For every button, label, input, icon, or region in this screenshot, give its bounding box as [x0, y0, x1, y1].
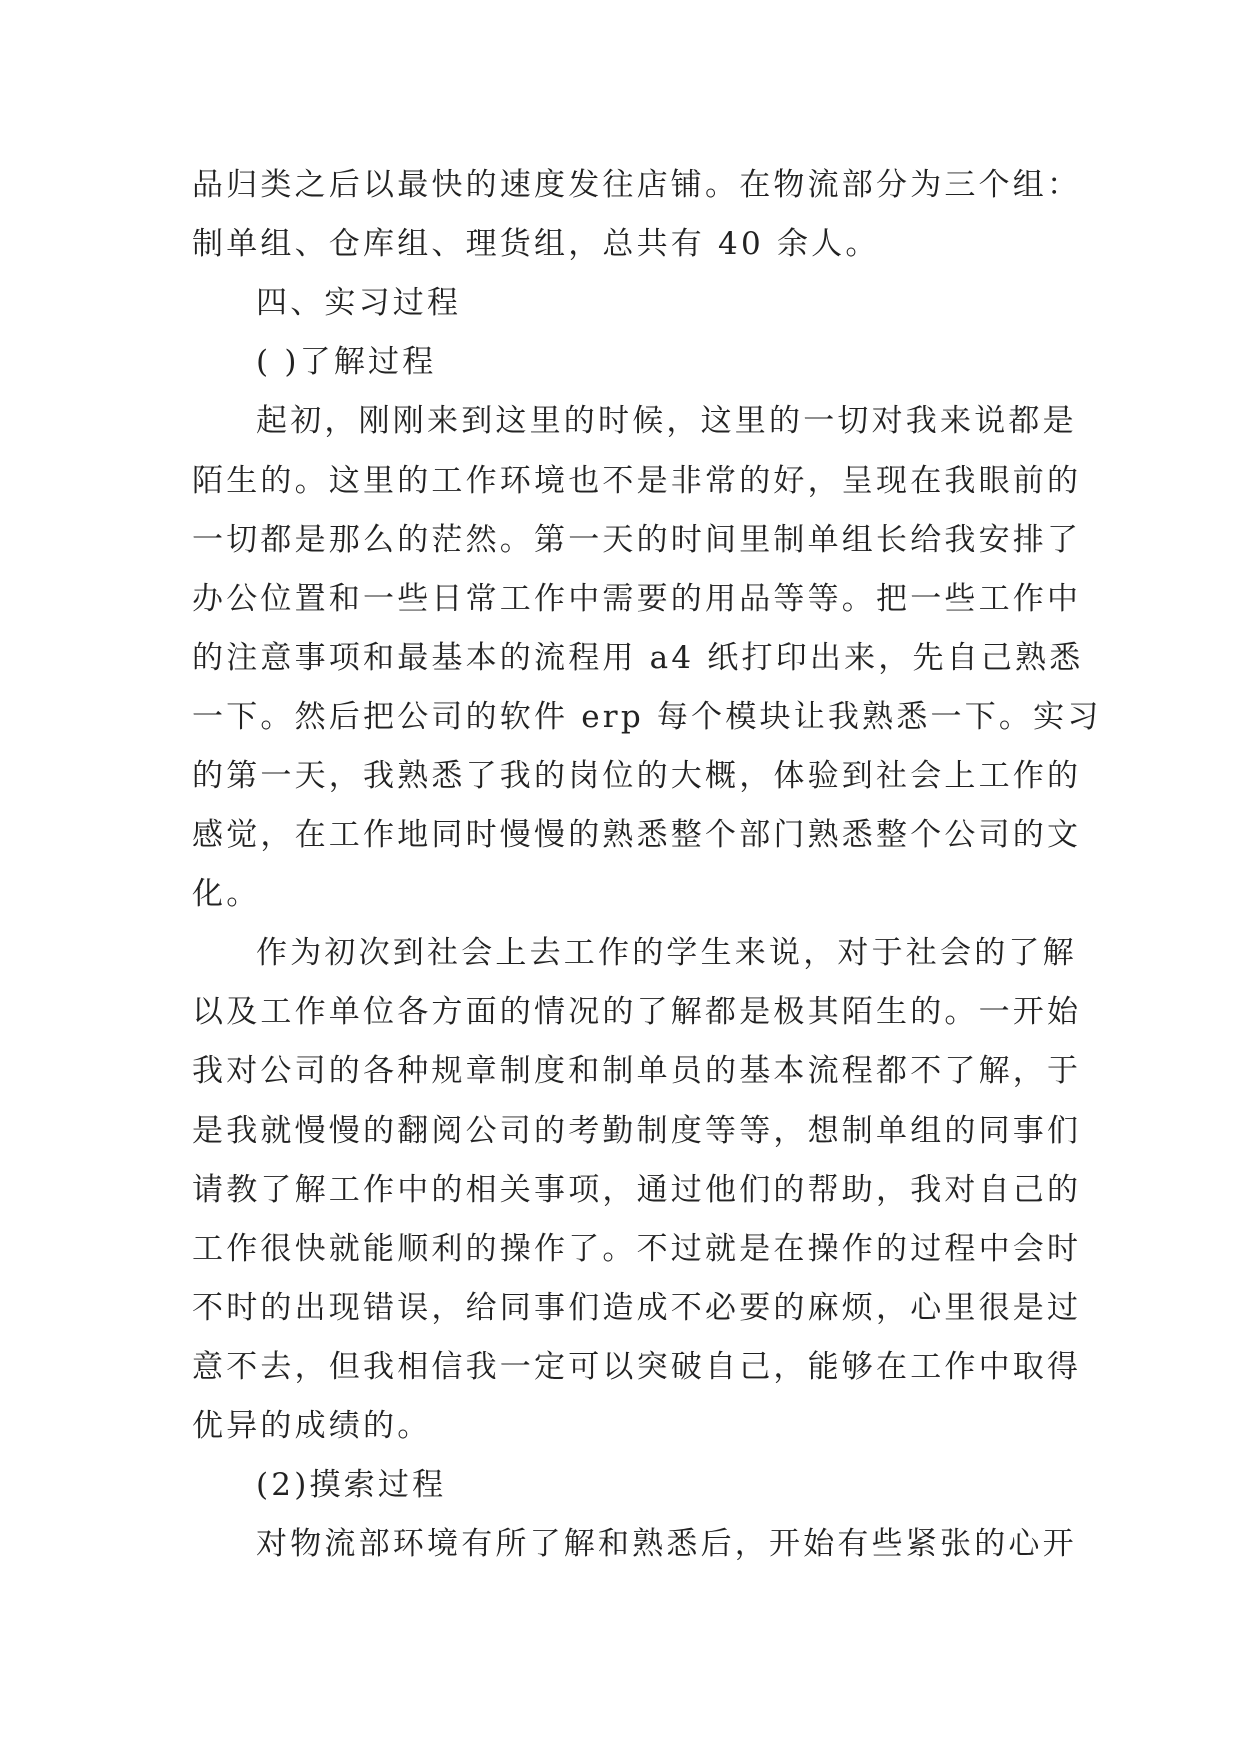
body-line: 陌生的。这里的工作环境也不是非常的好，呈现在我眼前的	[192, 463, 1082, 499]
body-line: 请教了解工作中的相关事项，通过他们的帮助，我对自己的	[192, 1172, 1082, 1208]
body-line: 工作很快就能顺利的操作了。不过就是在操作的过程中会时	[192, 1231, 1082, 1267]
body-line: 一切都是那么的茫然。第一天的时间里制单组长给我安排了	[192, 522, 1082, 558]
body-line: 品归类之后以最快的速度发往店铺。在物流部分为三个组：	[192, 167, 1082, 203]
paragraph-first-line: 对物流部环境有所了解和熟悉后，开始有些紧张的心开	[256, 1526, 1077, 1562]
body-line: 办公位置和一些日常工作中需要的用品等等。把一些工作中	[192, 581, 1082, 617]
body-line: 化。	[192, 876, 261, 912]
body-line: 以及工作单位各方面的情况的了解都是极其陌生的。一开始	[192, 994, 1082, 1030]
body-line: 一下。然后把公司的软件 erp 每个模块让我熟悉一下。实习	[192, 699, 1102, 735]
body-line: 制单组、仓库组、理货组，总共有 40 余人。	[192, 226, 880, 262]
section-heading: 四、实习过程	[256, 285, 462, 321]
body-line: 是我就慢慢的翻阅公司的考勤制度等等，想制单组的同事们	[192, 1113, 1082, 1149]
subsection-heading: (2)摸索过程	[256, 1467, 447, 1503]
paragraph-first-line: 起初，刚刚来到这里的时候，这里的一切对我来说都是	[256, 403, 1077, 439]
paragraph-first-line: 作为初次到社会上去工作的学生来说，对于社会的了解	[256, 935, 1077, 971]
body-line: 不时的出现错误，给同事们造成不必要的麻烦，心里很是过	[192, 1290, 1082, 1326]
subsection-heading: ( )了解过程	[256, 344, 437, 380]
body-line: 我对公司的各种规章制度和制单员的基本流程都不了解，于	[192, 1053, 1082, 1089]
body-line: 的第一天，我熟悉了我的岗位的大概，体验到社会上工作的	[192, 758, 1082, 794]
body-line: 的注意事项和最基本的流程用 a4 纸打印出来，先自己熟悉	[192, 640, 1084, 676]
body-line: 优异的成绩的。	[192, 1408, 432, 1444]
body-line: 感觉，在工作地同时慢慢的熟悉整个部门熟悉整个公司的文	[192, 817, 1082, 853]
body-line: 意不去，但我相信我一定可以突破自己，能够在工作中取得	[192, 1349, 1082, 1385]
